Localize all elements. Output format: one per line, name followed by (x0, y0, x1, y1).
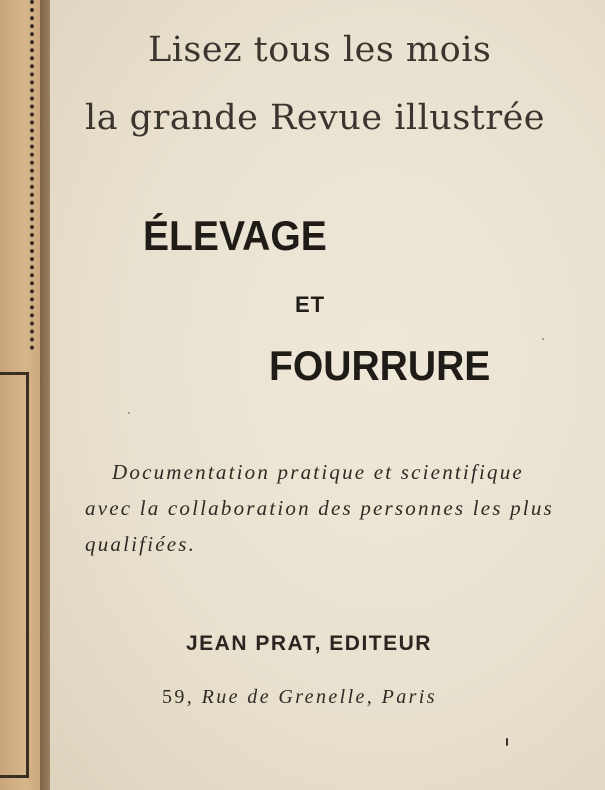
title-fourrure: FOURRURE (269, 342, 491, 389)
facing-page-box-frame (0, 372, 29, 778)
address-number: 59, (162, 686, 195, 708)
intro-line-1: Lisez tous les mois (148, 30, 492, 70)
intro-line-2: la grande Revue illustrée (85, 98, 545, 138)
description-line-3: qualifiées. (85, 532, 197, 556)
publisher-name: JEAN PRAT, EDITEUR (186, 632, 432, 655)
ink-speck (128, 412, 130, 414)
description-line-2: avec la collaboration des personnes les plus (85, 496, 554, 520)
description-line-1: Documentation pratique et scientifique (112, 460, 524, 484)
facing-page-dotted-frame (0, 0, 34, 350)
ink-speck (506, 738, 508, 746)
publisher-address (162, 686, 437, 709)
address-street: Rue de Grenelle, Paris (201, 686, 437, 708)
title-page (50, 0, 605, 790)
ink-speck (542, 338, 544, 340)
title-connector: ET (295, 292, 326, 317)
title-elevage: ÉLEVAGE (143, 212, 327, 259)
